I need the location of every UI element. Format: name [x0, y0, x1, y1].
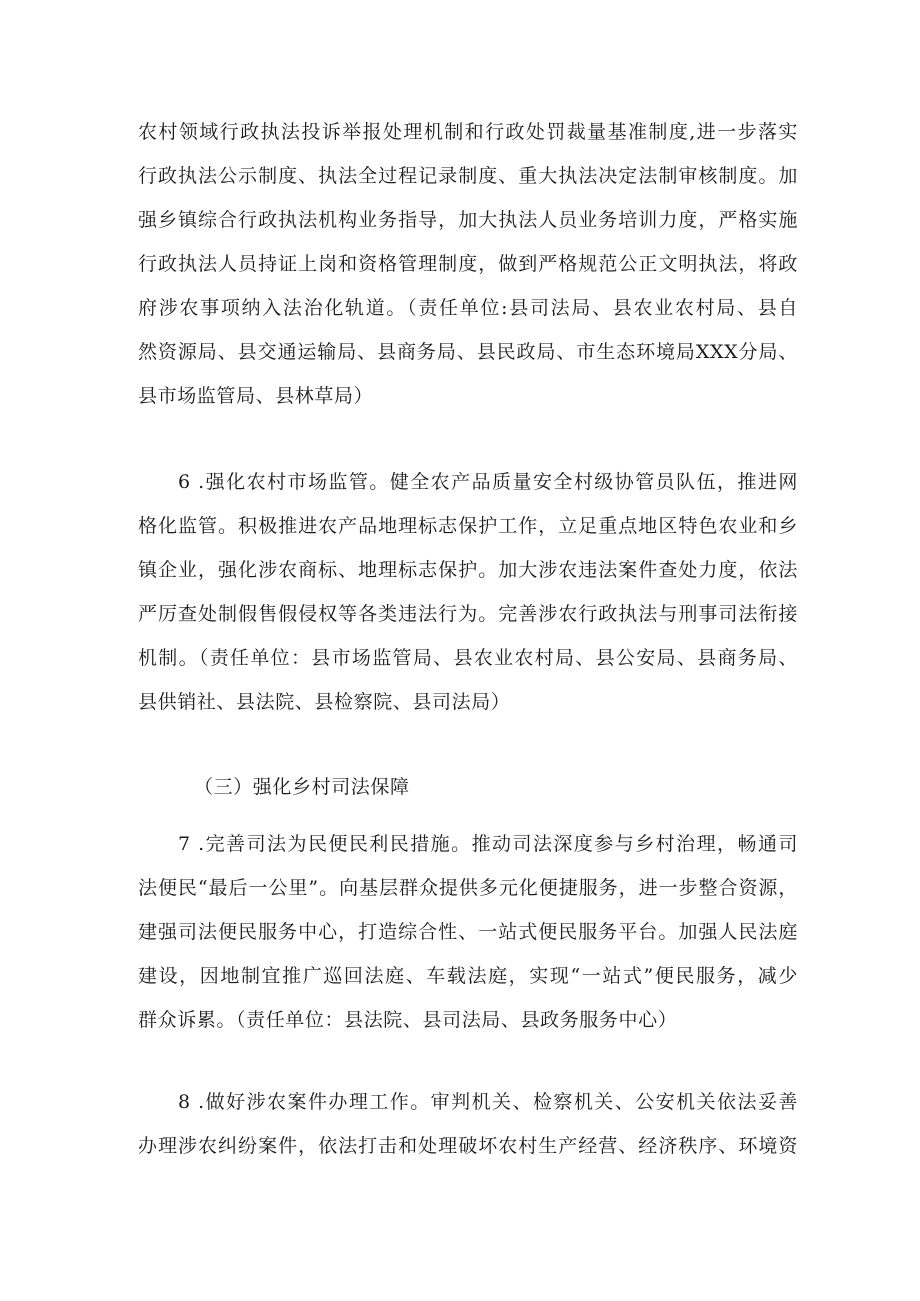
paragraph-5-continued: [138, 110, 798, 418]
text-line: 县供销社、县法院、县检察院、县司法局）: [138, 691, 511, 713]
text-line: 强乡镇综合行政执法机构业务指导，加大执法人员业务培训力度，严格实施: [138, 209, 798, 231]
text-line: 县市场监管局、县林草局）: [138, 385, 374, 407]
text-line: 然资源局、县交通运输局、县商务局、县民政局、市生态环境局XXX分局、: [138, 341, 798, 363]
text-line: 建强司法便民服务中心，打造综合性、一站式便民服务平台。加强人民法庭: [138, 921, 798, 943]
text-line: 府涉农事项纳入法治化轨道。（责任单位:县司法局、县农业农村局、县自: [138, 297, 798, 319]
text-line: 行政执法公示制度、执法全过程记录制度、重大执法决定法制审核制度。加: [138, 165, 798, 187]
section-heading-text: （三）强化乡村司法保障: [194, 776, 410, 798]
text-line: 格化监管。积极推进农产品地理标志保护工作，立足重点地区特色农业和乡: [138, 515, 798, 537]
text-line: 办理涉农纠纷案件，依法打击和处理破坏农村生产经营、经济秩序、环境资: [138, 1135, 798, 1157]
text-line: 行政执法人员持证上岗和资格管理制度，做到严格规范公正文明执法，将政: [138, 253, 798, 275]
text-line: 镇企业，强化涉农商标、地理标志保护。加大涉农违法案件查处力度，依法: [138, 559, 798, 581]
paragraph-8: [138, 1080, 798, 1168]
paragraph-6: [138, 460, 798, 724]
text-line: 机制。（责任单位：县市场监管局、县农业农村局、县公安局、县商务局、: [138, 647, 798, 669]
text-line: 群众诉累。（责任单位：县法院、县司法局、县政务服务中心）: [138, 1009, 678, 1031]
text-line: 8 .做好涉农案件办理工作。审判机关、检察机关、公安机关依法妥善: [178, 1091, 798, 1113]
text-line: 建设，因地制宜推广巡回法庭、车载法庭，实现“一站式”便民服务，减少: [138, 965, 798, 987]
text-line: 6 .强化农村市场监管。健全农产品质量安全村级协管员队伍，推进网: [178, 471, 798, 493]
text-line: 农村领域行政执法投诉举报处理机制和行政处罚裁量基准制度,进一步落实: [138, 121, 798, 143]
section-heading: [138, 765, 798, 809]
text-line: 法便民“最后一公里”。向基层群众提供多元化便捷服务，进一步整合资源，: [138, 877, 798, 899]
text-line: 7 .完善司法为民便民利民措施。推动司法深度参与乡村治理，畅通司: [178, 833, 798, 855]
paragraph-7: [138, 822, 798, 1042]
text-line: 严厉查处制假售假侵权等各类违法行为。完善涉农行政执法与刑事司法衔接: [138, 603, 798, 625]
